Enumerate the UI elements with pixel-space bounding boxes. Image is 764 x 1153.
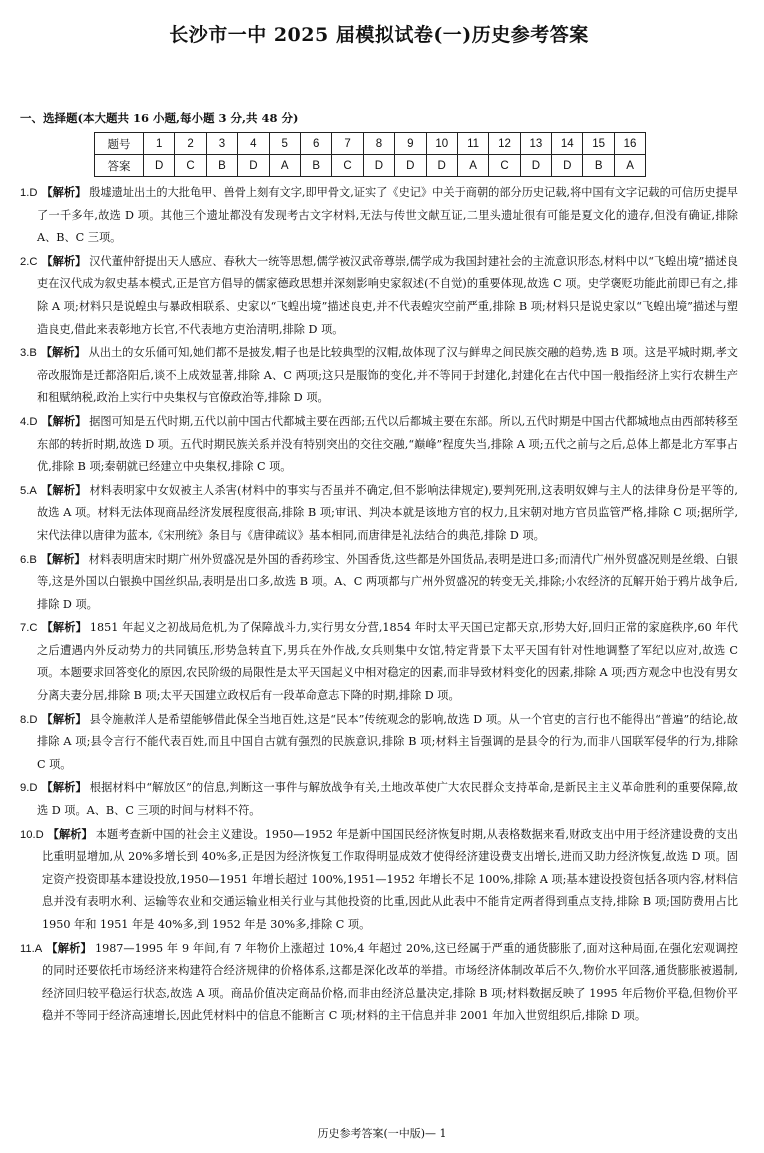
answer-cell: B — [206, 155, 237, 177]
analysis-tag: 【解析】 — [40, 482, 87, 497]
row-label-number: 题号 — [95, 133, 144, 155]
page-title: 长沙市一中 2025 届模拟试卷(一)历史参考答案 — [169, 24, 589, 46]
question-number-cell: 16 — [614, 133, 645, 155]
question-number-cell: 14 — [552, 133, 583, 155]
explanation-item — [20, 616, 738, 707]
item-explanation-text: 材料表明唐宋时期广州外贸盛况是外国的香药珍宝、外国香货,这些都是外国货品,表明是进口多;而清代广州外贸盛况则是丝缎、白银等,这是外国以白银换中国丝织品,表明是出口多,故选 B 项。A、C 两项都与广州外贸盛况的转变无关,排除;小农经济的瓦解开始于鸦片战争后,排除 D 项。 — [37, 552, 738, 611]
question-number-cell: 12 — [489, 133, 520, 155]
item-number: 2. — [20, 255, 30, 268]
answer-cell: A — [269, 155, 300, 177]
section-heading: 一、选择题(本大题共 16 小题,每小题 3 分,共 48 分) — [20, 111, 299, 125]
analysis-tag: 【解析】 — [41, 620, 87, 635]
question-number-cell: 5 — [269, 133, 300, 155]
item-explanation-text: 汉代董仲舒提出天人感应、春秋大一统等思想,儒学被汉武帝尊崇,儒学成为我国封建社会的主流意识形态,材料中以“飞蝗出境”描述良吏在汉代成为叙史基本模式,正是官方倡导的儒家德政思想并深刻影响史家叙述(不自觉)的重要体现,故选 C 项。史学褒贬功能此前即已有之,排除 A 项;材料只是说蝗虫与暴政相联系、史家以“飞蝗出境”描述良吏,并不代表蝗灾空前严重,排除 B 项;材料只是说史家以“飞蝗出境”描述与塑造良吏,借此来表彰地方长官,不代表地方吏治清明,排除 D 项。 — [37, 254, 738, 336]
analysis-tag: 【解析】 — [40, 345, 86, 360]
analysis-tag: 【解析】 — [40, 551, 86, 566]
explanation-item — [20, 479, 738, 548]
item-number: 8. — [20, 713, 30, 726]
answer-cell: A — [457, 155, 488, 177]
answer-cell: D — [552, 155, 583, 177]
answer-cell: D — [363, 155, 394, 177]
item-number: 6. — [20, 553, 30, 566]
item-answer: C — [29, 622, 38, 635]
item-explanation-text: 从出土的女乐俑可知,她们都不是披发,帽子也是比较典型的汉帽,故体现了汉与鲜卑之间民族交融的趋势,选 B 项。这是平城时期,孝文帝改服饰是迁都洛阳后,谈不上成效显著,排除 A、C 两项;这只是服饰的变化,并不等同于封建化,封建化在古代中国一般指经济上实行农耕生产和租赋纳税,政治上实行中央集权与官僚政治等,排除 D 项。 — [37, 346, 738, 405]
page-footer: 历史参考答案(一中版)— 1 — [317, 1127, 447, 1140]
question-number-cell: 9 — [395, 133, 426, 155]
item-answer: B — [29, 347, 37, 360]
item-number: 10. — [20, 828, 36, 841]
item-answer: D — [35, 828, 44, 841]
explanation-item — [20, 250, 738, 341]
item-explanation-text: 本题考查新中国的社会主义建设。1950—1952 年是新中国国民经济恢复时期,从表格数据来看,财政支出中用于经济建设费的支出比重明显增加,从 20%多增长到 40%多,正是因为经济恢复工作取得明显成效才使得经济建设费支出增长,进而又助力经济恢复,故选 D 项。固定资产投资即基本建设投放,1950—1951 年增长超过 100%,1951—1952 年增长不足 100%,排除 A 项;基本建设投资包括各项内容,材料信息并没有表明水利、运输等农业和交通运输业相关行业与其他投资的比重,因此从此表中不能肯定两者得到重点支持,排除 B 项;国防费用占比 1950 年和 1951 年是 40%多,到 1952 年是 30%多,排除 C 项。 — [42, 827, 739, 931]
question-number-cell: 8 — [363, 133, 394, 155]
question-number-cell: 7 — [332, 133, 363, 155]
answer-cell: C — [489, 155, 520, 177]
item-answer: A — [34, 942, 43, 955]
item-explanation-text: 1851 年起义之初战局危机,为了保障战斗力,实行男女分营,1854 年时太平天国已定都天京,形势大好,回归正常的家庭秩序,60 年代之后遭遇内外反动势力的共同镇压,形势急转直下,男兵在外作战,女兵则集中女馆,特定背景下太平天国有针对性地调整了军纪以应对,故选 C 项。本题要求回答变化的原因,农民阶级的局限性是太平天国起义中相对稳定的因素,而非导致材料变化的因素,排除 A 项;西方观念中也没有男女分离夫妻分居,排除 B 项;太平天国建立政权后有一段革命意志下降的时期,排除 D 项。 — [37, 621, 738, 703]
item-answer: C — [29, 255, 38, 268]
answer-cell: D — [520, 155, 551, 177]
analysis-tag: 【解析】 — [41, 253, 87, 268]
question-number-cell: 4 — [238, 133, 269, 155]
question-number-cell: 10 — [426, 133, 457, 155]
explanation-list — [20, 181, 738, 1028]
question-number-cell: 11 — [457, 133, 488, 155]
item-number: 5. — [20, 484, 30, 497]
question-number-cell: 13 — [520, 133, 551, 155]
explanation-item — [20, 548, 738, 617]
item-answer: D — [29, 415, 38, 428]
item-answer: D — [29, 713, 38, 726]
answer-table — [94, 132, 646, 177]
answer-cell: D — [144, 155, 175, 177]
item-answer: B — [29, 553, 37, 566]
item-answer: D — [29, 187, 38, 199]
item-answer: D — [29, 782, 38, 795]
analysis-tag: 【解析】 — [41, 413, 87, 428]
answer-cell: B — [300, 155, 331, 177]
analysis-tag: 【解析】 — [46, 940, 92, 955]
answer-cell: D — [395, 155, 426, 177]
analysis-tag: 【解析】 — [47, 826, 93, 841]
item-number: 1. — [20, 187, 30, 199]
question-number-cell: 2 — [175, 133, 206, 155]
explanation-item — [20, 937, 738, 1028]
analysis-tag: 【解析】 — [41, 185, 87, 199]
item-explanation-text: 县令施赦洋人是希望能够借此保全当地百姓,这是“民本”传统观念的影响,故选 D 项。从一个官吏的言行也不能得出“普遍”的结论,故排除 A 项;县令言行不能代表百姓,而且中国自古就有强烈的民族意识,排除 B 项;材料主旨强调的是县令的行为,而非八国联军侵华的行为,排除 C 项。 — [37, 712, 738, 771]
question-number-cell: 1 — [144, 133, 175, 155]
analysis-tag: 【解析】 — [41, 711, 87, 726]
answer-cell: D — [426, 155, 457, 177]
explanation-item — [20, 410, 738, 479]
item-explanation-text: 根据材料中“解放区”的信息,判断这一事件与解放战争有关,土地改革使广大农民群众支持革命,是新民主主义革命胜利的重要保障,故选 D 项。A、B、C 三项的时间与材料不符。 — [37, 781, 738, 818]
item-number: 11. — [20, 942, 35, 955]
answer-cell: C — [175, 155, 206, 177]
question-number-cell: 15 — [583, 133, 614, 155]
answer-cell: B — [583, 155, 614, 177]
explanation-item — [20, 181, 738, 250]
question-number-row — [95, 133, 646, 155]
explanation-item — [20, 708, 738, 777]
item-explanation-text: 殷墟遗址出土的大批龟甲、兽骨上刻有文字,即甲骨文,证实了《史记》中关于商朝的部分历史记载,将中国有文字记载的可信历史提早了一千多年,故选 D 项。其他三个遗址都没有发现考古文字材料,无法与传世文献互证,二里头遗址很有可能是夏文化的遗存,但没有确证,排除 A、B、C 三项。 — [37, 186, 738, 245]
analysis-tag: 【解析】 — [41, 780, 87, 795]
explanation-item — [20, 776, 738, 822]
explanation-item — [20, 341, 738, 410]
answer-cell: C — [332, 155, 363, 177]
answer-row — [95, 155, 646, 177]
answer-cell: A — [614, 155, 645, 177]
answer-cell: D — [238, 155, 269, 177]
item-number: 4. — [20, 415, 30, 428]
item-explanation-text: 材料表明家中女奴被主人杀害(材料中的事实与否虽并不确定,但不影响法律规定),要判死刑,这表明奴婢与主人的法律身份是平等的,故选 A 项。材料无法体现商品经济发展程度很高,排除 B 项;审讯、判决本就是该地方官的权力,且宋朝对地方官员监管严格,排除 C 项;据所学,宋代法律以唐律为蓝本,《宋刑统》条目与《唐律疏议》基本相同,而唐律是礼法结合的典范,排除 D 项。 — [37, 483, 738, 542]
item-number: 3. — [20, 347, 30, 360]
item-number: 9. — [20, 782, 30, 795]
question-number-cell: 3 — [206, 133, 237, 155]
explanation-item — [20, 823, 738, 937]
row-label-answer: 答案 — [95, 155, 144, 177]
item-explanation-text: 1987—1995 年 9 年间,有 7 年物价上涨超过 10%,4 年超过 20%,这已经属于严重的通货膨胀了,面对这种局面,在强化宏观调控的同时还要依托市场经济来构建符合经济规律的价格体系,这都是深化改革的举措。市场经济体制改革后不久,物价水平回落,通货膨胀被遏制,经济回归较平稳运行状态,故选 A 项。商品价值决定商品价格,而非由经济总量决定,排除 B 项;材料数据反映了 1995 年后物价平稳,但物价平稳并不等同于经济高速增长,因此凭材料中的信息不能断言 C 项;材料的主干信息并非 2001 年加入世贸组织后,排除 D 项。 — [42, 941, 738, 1023]
question-number-cell: 6 — [300, 133, 331, 155]
item-explanation-text: 据图可知是五代时期,五代以前中国古代都城主要在西部;五代以后都城主要在东部。所以,五代时期是中国古代都城地点由西部转移至东部的转折时期,故选 D 项。五代时期民族关系并没有特别突出的交往交融,“巅峰”程度失当,排除 A 项;五代之前与之后,总体上都是北方军事占优,排除 B 项;秦朝就已经建立中央集权,排除 C 项。 — [37, 414, 738, 474]
item-answer: A — [29, 484, 37, 497]
item-number: 7. — [20, 622, 30, 635]
